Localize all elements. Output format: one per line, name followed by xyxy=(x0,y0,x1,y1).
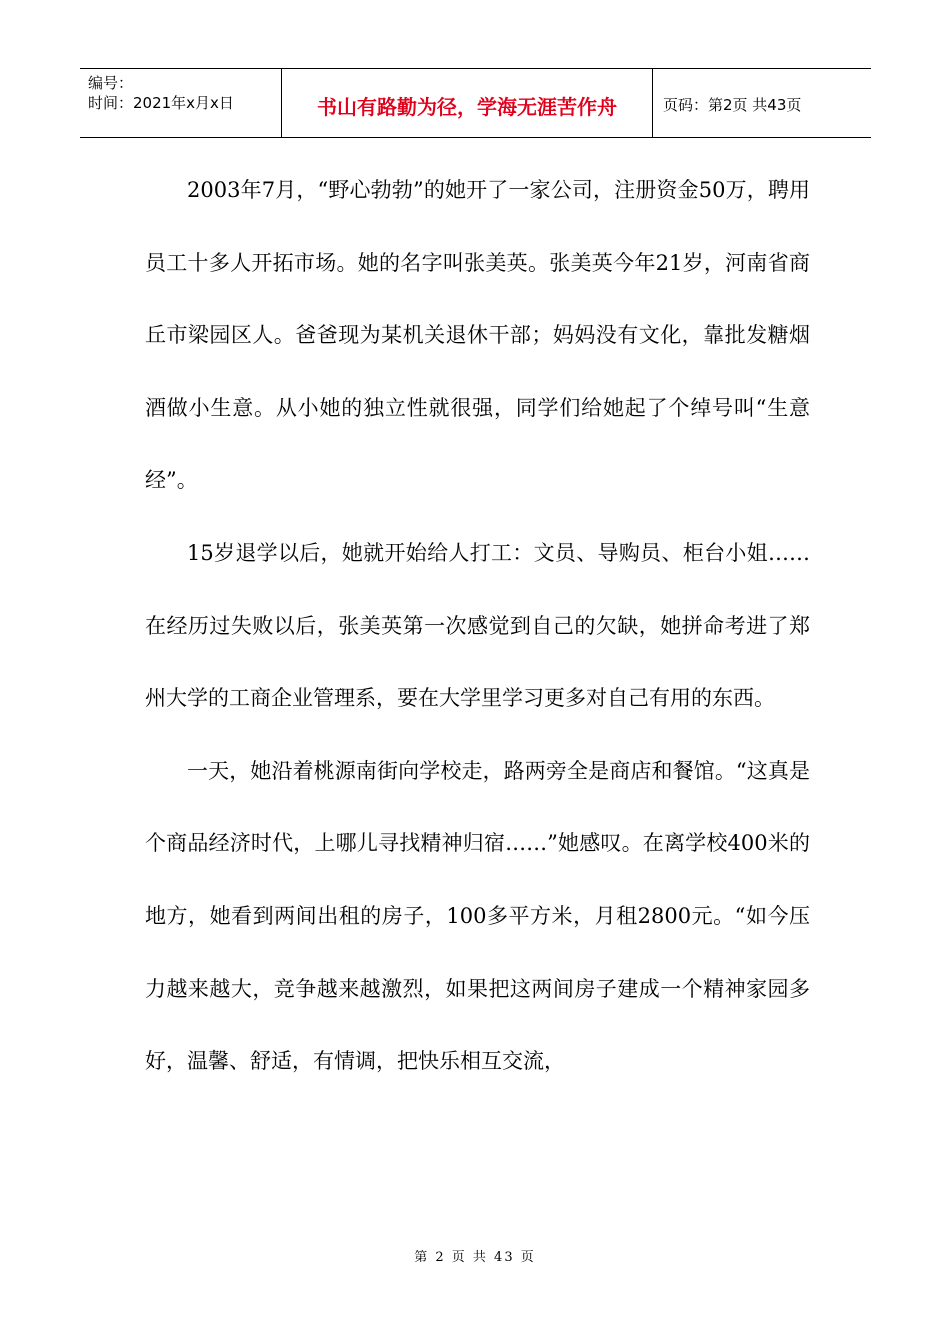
paragraph: 15岁退学以后，她就开始给人打工：文员、导购员、柜台小姐……在经历过失败以后，张美英第一次感觉到自己的欠缺，她拼命考进了郑州大学的工商企业管理系，要在大学里学习更多对自己有用的东西。 xyxy=(145,540,810,711)
header-page-info: 页码：第2页 共43页 xyxy=(663,95,802,114)
paragraph: 2003年7月，“野心勃勃”的她开了一家公司，注册资金50万，聘用员工十多人开拓市场。她的名字叫张美英。张美英今年21岁，河南省商丘市梁园区人。爸爸现为某机关退休干部；妈妈没有文化，靠批发糖烟酒做小生意。从小她的独立性就很强，同学们给她起了个绰号叫“生意经”。 xyxy=(145,178,810,493)
header-motto: 书山有路勤为径，学海无涯苦作舟 xyxy=(282,69,653,137)
page-footer: 第 2 页 共 43 页 xyxy=(414,1250,536,1265)
paragraph: 一天，她沿着桃源南街向学校走，路两旁全是商店和餐馆。“这真是个商品经济时代，上哪儿寻找精神归宿……”她感叹。在离学校400米的地方，她看到两间出租的房子，100多平方米，月租2800元。“如今压力越来越大，竞争越来越激烈，如果把这两间房子建成一个精神家园多好，温馨、舒适，有情调，把快乐相互交流， xyxy=(145,758,810,1074)
header-meta xyxy=(80,69,282,137)
page-header xyxy=(80,68,871,138)
document-body xyxy=(145,154,810,1098)
document-number-label: 编号： xyxy=(88,74,134,92)
document-time-label: 时间：2021年x月x日 xyxy=(88,94,234,112)
